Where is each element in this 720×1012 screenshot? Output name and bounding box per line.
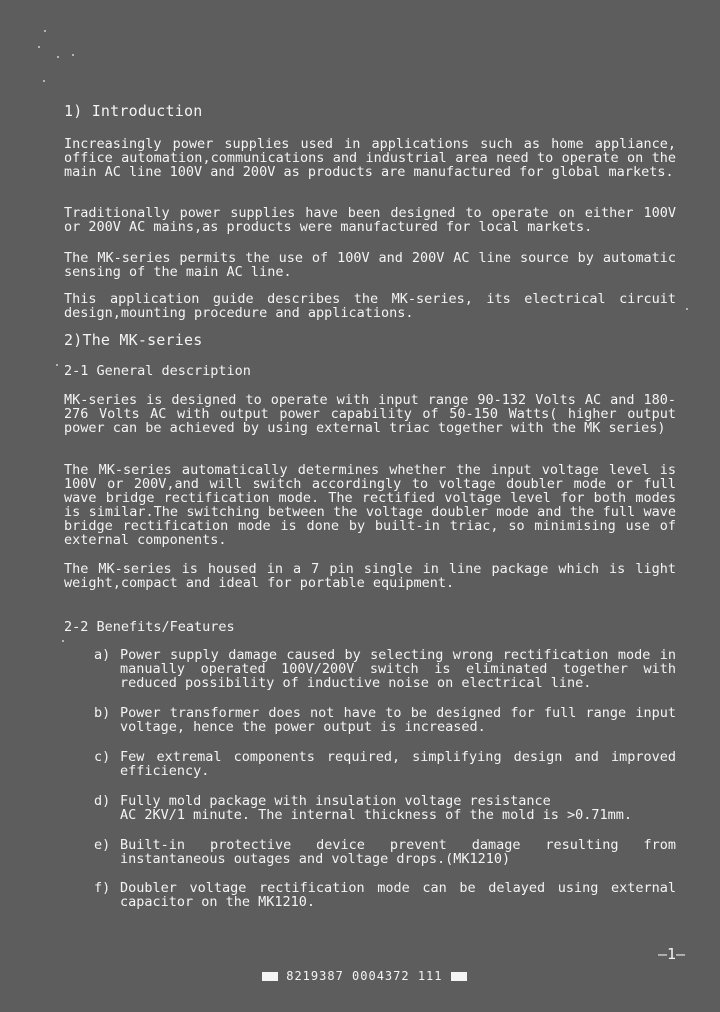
benefit-text: Power transformer does not have to be designed for full range input voltage, hence the power output is increased. (120, 705, 676, 735)
benefit-item-f (94, 881, 676, 909)
general-paragraph-1: MK-series is designed to operate with input range 90-132 Volts AC and 180-276 Volts AC with output power capability of 50-150 Watts( higher output power can be achieved by using external triac together with the MK series) (64, 392, 676, 436)
document-code-text: 8219387 0004372 111 (286, 969, 443, 983)
benefit-label: e) (94, 837, 111, 853)
benefit-label: a) (94, 647, 111, 663)
benefit-text: Built-in protective device prevent damage resulting from instantaneous outages and voltage drops.(MK1210) (120, 837, 676, 867)
benefit-label: f) (94, 880, 111, 896)
scan-speck (38, 46, 40, 48)
general-paragraph-3: The MK-series is housed in a 7 pin single in line package which is light weight,compact and ideal for portable equipment. (64, 561, 676, 591)
document-code (262, 969, 467, 983)
benefits-heading: 2-2 Benefits/Features (64, 619, 235, 635)
intro-paragraph-2: Traditionally power supplies have been designed to operate on either 100V or 200V AC mains,as products were manufactured for local markets. (64, 205, 676, 235)
black-bar-right (451, 972, 467, 981)
general-paragraph-2: The MK-series automatically determines whether the input voltage level is 100V or 200V,and will switch accordingly to voltage doubler mode or full wave bridge rectification mode. The rectified voltage level for both modes is similar.The switching between the voltage doubler mode and the full wave bridge rectification mode is done by built-in triac, so minimising use of external components. (64, 462, 676, 548)
benefit-label: b) (94, 705, 111, 721)
benefit-text: Doubler voltage rectification mode can be delayed using external capacitor on the MK1210. (120, 880, 676, 910)
benefit-item-a (94, 648, 676, 690)
benefit-text: Few extremal components required, simplifying design and improved efficiency. (120, 749, 676, 779)
scan-speck (62, 640, 64, 642)
mk-series-heading: 2)The MK-series (64, 331, 203, 349)
benefit-label: c) (94, 749, 111, 765)
intro-paragraph-3: The MK-series permits the use of 100V and 200V AC line source by automatic sensing of the main AC line. (64, 250, 676, 280)
page-number: —1— (658, 945, 686, 963)
benefit-label: d) (94, 793, 111, 809)
scan-speck (43, 80, 45, 82)
benefit-text: Fully mold package with insulation voltage resistance (120, 793, 551, 809)
benefit-text-continued: AC 2KV/1 minute. The internal thickness of the mold is >0.71mm. (120, 807, 633, 823)
general-description-heading: 2-1 General description (64, 363, 251, 379)
scan-speck (56, 364, 58, 366)
benefit-item-b (94, 706, 676, 734)
scan-speck (72, 54, 74, 56)
intro-heading: 1) Introduction (64, 102, 203, 120)
benefit-text: Power supply damage caused by selecting wrong rectification mode in manually operated 100V/200V switch is eliminated together with reduced possibility of inductive noise on electrical line. (120, 647, 676, 691)
scan-speck (686, 308, 688, 310)
benefit-item-e (94, 838, 676, 866)
scan-speck (57, 56, 59, 58)
black-bar-left (262, 972, 278, 981)
benefit-item-c (94, 750, 676, 778)
intro-paragraph-4: This application guide describes the MK-series, its electrical circuit design,mounting procedure and applications. (64, 291, 676, 321)
scan-speck (44, 30, 46, 32)
benefit-item-d (94, 794, 676, 822)
intro-paragraph-1: Increasingly power supplies used in applications such as home appliance, office automation,communications and industrial area need to operate on the main AC line 100V and 200V as products are manufactured for global markets. (64, 136, 676, 180)
